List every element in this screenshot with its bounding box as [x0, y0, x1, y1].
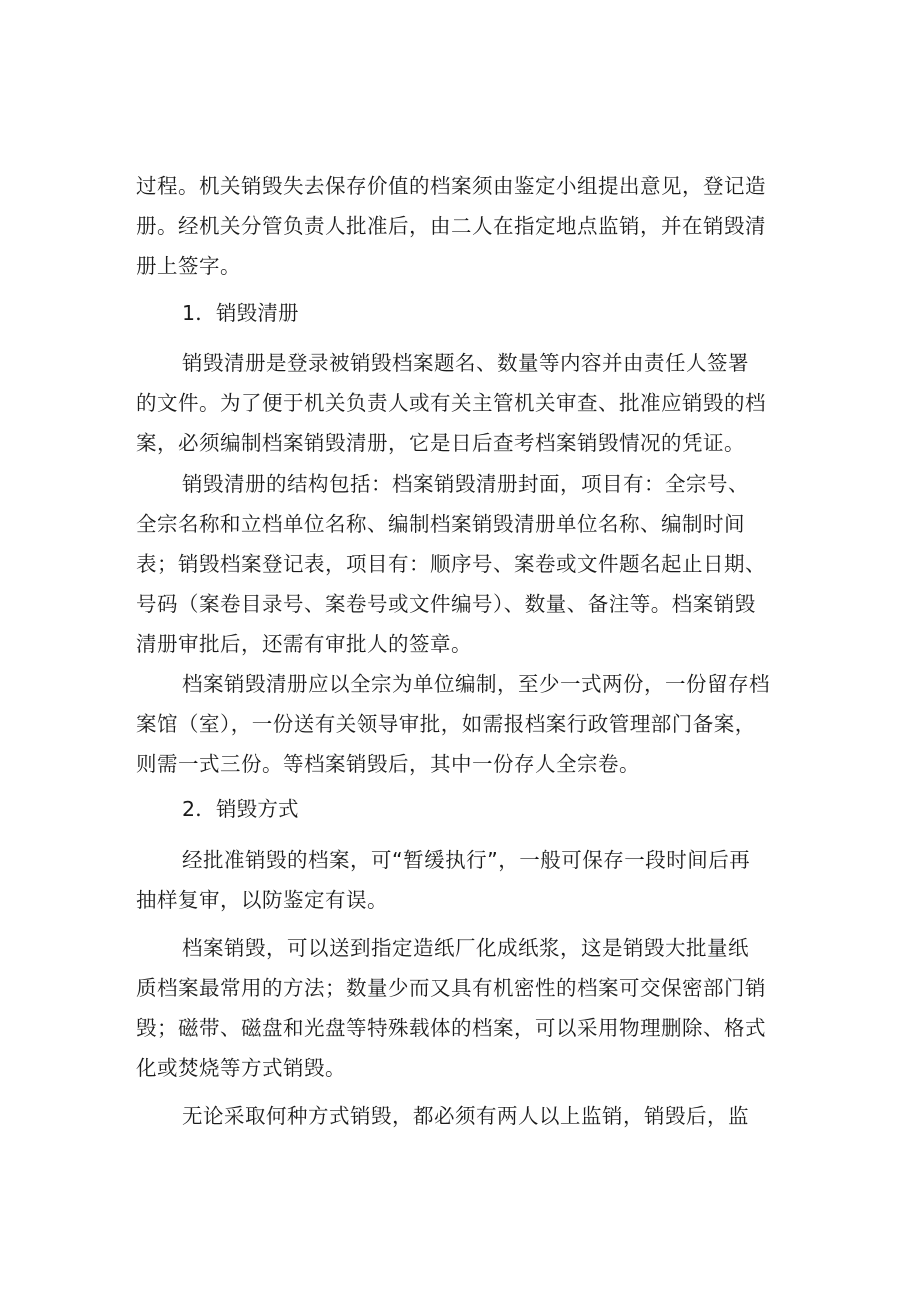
paragraph-line: 册。经机关分管负责人批准后，由二人在指定地点监销，并在销毁清 — [136, 214, 766, 238]
paragraph-line: 的文件。为了便于机关负责人或有关主管机关审查、批准应销毁的档 — [136, 391, 766, 415]
paragraph-line: 清册审批后，还需有审批人的签章。 — [136, 632, 472, 656]
section-heading: 1．销毁清册 — [182, 301, 299, 325]
paragraph-line: 化或焚烧等方式销毁。 — [136, 1056, 346, 1080]
paragraph-line: 销毁清册是登录被销毁档案题名、数量等内容并由责任人签署 — [182, 351, 749, 375]
section-heading: 2．销毁方式 — [182, 797, 299, 821]
paragraph-line: 册上签字。 — [136, 254, 241, 278]
paragraph-line: 毁；磁带、磁盘和光盘等特殊载体的档案，可以采用物理删除、格式 — [136, 1016, 766, 1040]
paragraph-line: 无论采取何种方式销毁，都必须有两人以上监销，销毁后，监 — [182, 1104, 749, 1128]
paragraph-line: 表；销毁档案登记表，项目有：顺序号、案卷或文件题名起止日期、 — [136, 552, 766, 576]
paragraph-line: 全宗名称和立档单位名称、编制档案销毁清册单位名称、编制时间 — [136, 512, 745, 536]
paragraph-line: 档案销毁，可以送到指定造纸厂化成纸浆，这是销毁大批量纸 — [182, 936, 749, 960]
paragraph-line: 号码（案卷目录号、案卷号或文件编号）、数量、备注等。档案销毁 — [136, 592, 756, 616]
paragraph-line: 档案销毁清册应以全宗为单位编制，至少一式两份，一份留存档 — [182, 672, 770, 696]
paragraph-line: 抽样复审，以防鉴定有误。 — [136, 888, 388, 912]
paragraph-line: 案，必须编制档案销毁清册，它是日后查考档案销毁情况的凭证。 — [136, 431, 745, 455]
paragraph-line: 案馆（室），一份送有关领导审批，如需报档案行政管理部门备案， — [136, 712, 756, 736]
paragraph-line: 销毁清册的结构包括：档案销毁清册封面，项目有：全宗号、 — [182, 472, 749, 496]
paragraph-line: 质档案最常用的方法；数量少而又具有机密性的档案可交保密部门销 — [136, 976, 766, 1000]
paragraph-line: 经批准销毁的档案，可“暂缓执行”，一般可保存一段时间后再 — [182, 848, 751, 872]
paragraph-line: 则需一式三份。等档案销毁后，其中一份存人全宗卷。 — [136, 752, 640, 776]
paragraph-line: 过程。机关销毁失去保存价值的档案须由鉴定小组提出意见，登记造 — [136, 174, 766, 198]
